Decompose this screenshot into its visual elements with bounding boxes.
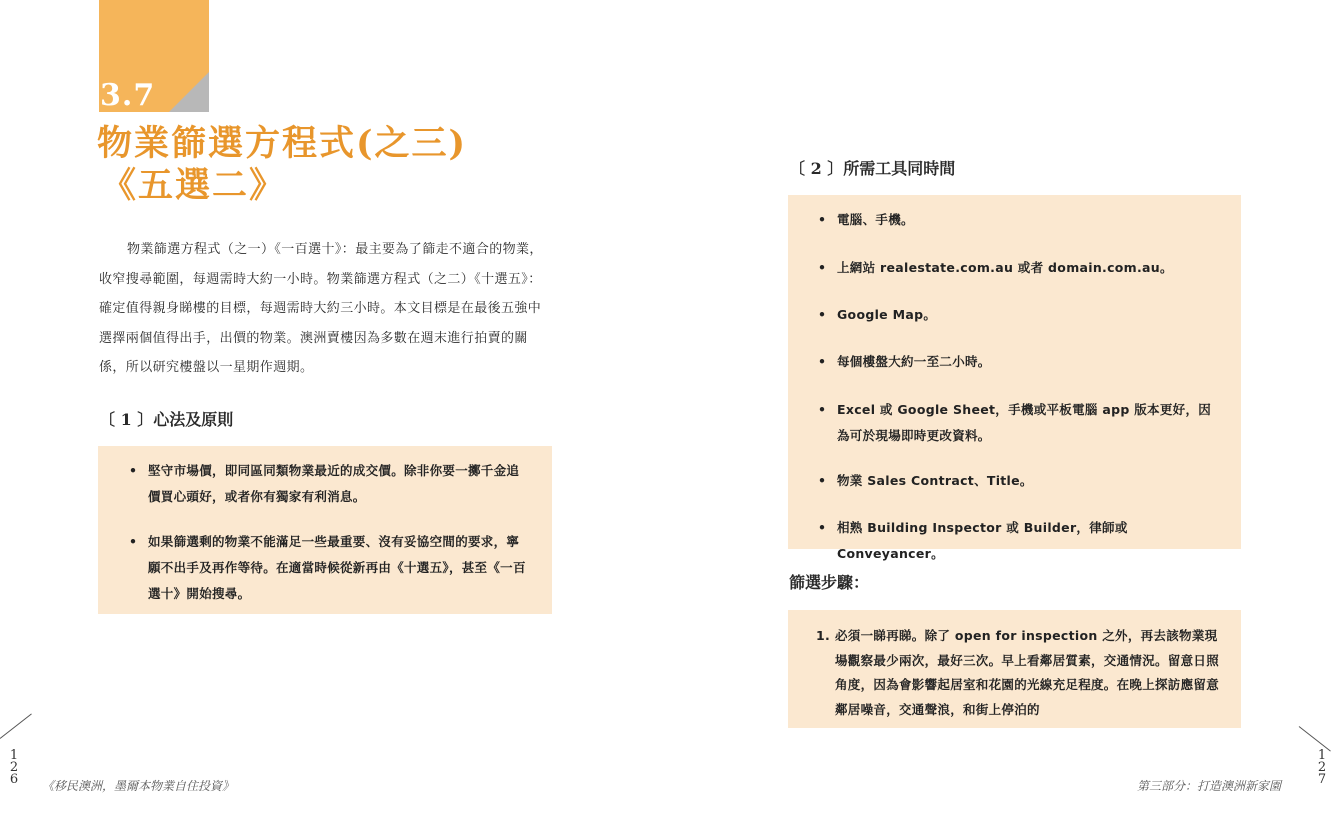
list-item	[129, 529, 529, 607]
steps-heading: 篩選步驟：	[789, 573, 870, 592]
running-head-right: 第三部分：打造澳洲新家園	[1137, 779, 1282, 793]
bullet-dot: •	[818, 212, 827, 227]
list-item-text: 電腦、手機。	[837, 212, 914, 227]
list-item	[816, 624, 1219, 724]
part1-heading: 〔 1 〕心法及原則	[99, 410, 234, 429]
list-item-text: Google Map。	[837, 307, 937, 322]
page-digit: 1	[9, 748, 19, 763]
intro-paragraph	[99, 235, 553, 383]
list-item-text: 堅守市場價，即同區同類物業最近的成交價。除非你要一擲千金追價買心頭好，或者你有獨家有利消息。	[148, 463, 520, 504]
running-head-left: 《移民澳洲，墨爾本物業自住投資》	[42, 779, 235, 793]
bullet-dot: •	[818, 307, 827, 322]
page-digit: 6	[9, 772, 19, 787]
step-number: 1.	[816, 628, 831, 643]
bullet-dot: •	[129, 534, 138, 549]
corner-divider-left	[0, 713, 32, 738]
list-item	[129, 458, 529, 510]
step-text: 必須一睇再睇。除了 open for inspection 之外，再去該物業現場觀察最少兩次，最好三次。早上看鄰居質素，交通情況。留意日照角度，因為會影響起居室和花園的光線充足程度。在晚上探訪應留意鄰居噪音，交通聲浪，和街上停泊的	[835, 628, 1220, 717]
page-number-left	[8, 750, 20, 786]
list-item-text: 上網站 realestate.com.au 或者 domain.com.au。	[837, 260, 1173, 275]
chapter-title-line-1: 物業篩選方程式(之三)	[97, 123, 468, 164]
list-item-text: Excel 或 Google Sheet，手機或平板電腦 app 版本更好，因為可於現場即時更改資料。	[837, 402, 1212, 443]
page-digit: 2	[1317, 760, 1327, 775]
bullet-dot: •	[818, 260, 827, 275]
chapter-title-line-2: 《五選二》	[101, 165, 287, 206]
section-number: 3.7	[100, 78, 156, 113]
page-digit: 1	[1317, 748, 1327, 763]
bullet-dot: •	[818, 402, 827, 417]
intro-text: 物業篩選方程式（之一）《一百選十》：最主要為了篩走不適合的物業，收窄搜尋範圍，每週需時大約一小時。物業篩選方程式（之二）《十選五》：確定值得親身睇樓的目標，每週需時大約三小時。本文目標是在最後五強中選擇兩個值得出手，出價的物業。澳洲賣樓因為多數在週末進行拍賣的關係，所以研究樓盤以一星期作週期。	[99, 242, 543, 375]
corner-divider-right	[1299, 726, 1331, 751]
bullet-dot: •	[818, 520, 827, 535]
list-item-text: 物業 Sales Contract、Title。	[837, 473, 1033, 488]
page-digit: 7	[1317, 772, 1327, 787]
part2-heading: 〔 2 〕所需工具同時間	[789, 159, 956, 178]
list-item-text: 每個樓盤大約一至二小時。	[837, 354, 991, 369]
bullet-dot: •	[818, 473, 827, 488]
list-item-text: 相熟 Building Inspector 或 Builder，律師或 Conveyancer。	[837, 520, 1128, 561]
page-digit: 2	[9, 760, 19, 775]
bullet-dot: •	[129, 463, 138, 478]
bullet-dot: •	[818, 354, 827, 369]
page-number-right	[1316, 750, 1328, 786]
section-corner-triangle	[169, 72, 209, 112]
list-item-text: 如果篩選剩的物業不能滿足一些最重要、沒有妥協空間的要求，寧願不出手及再作等待。在適當時候從新再由《十選五》，甚至《一百選十》開始搜尋。	[148, 534, 526, 601]
